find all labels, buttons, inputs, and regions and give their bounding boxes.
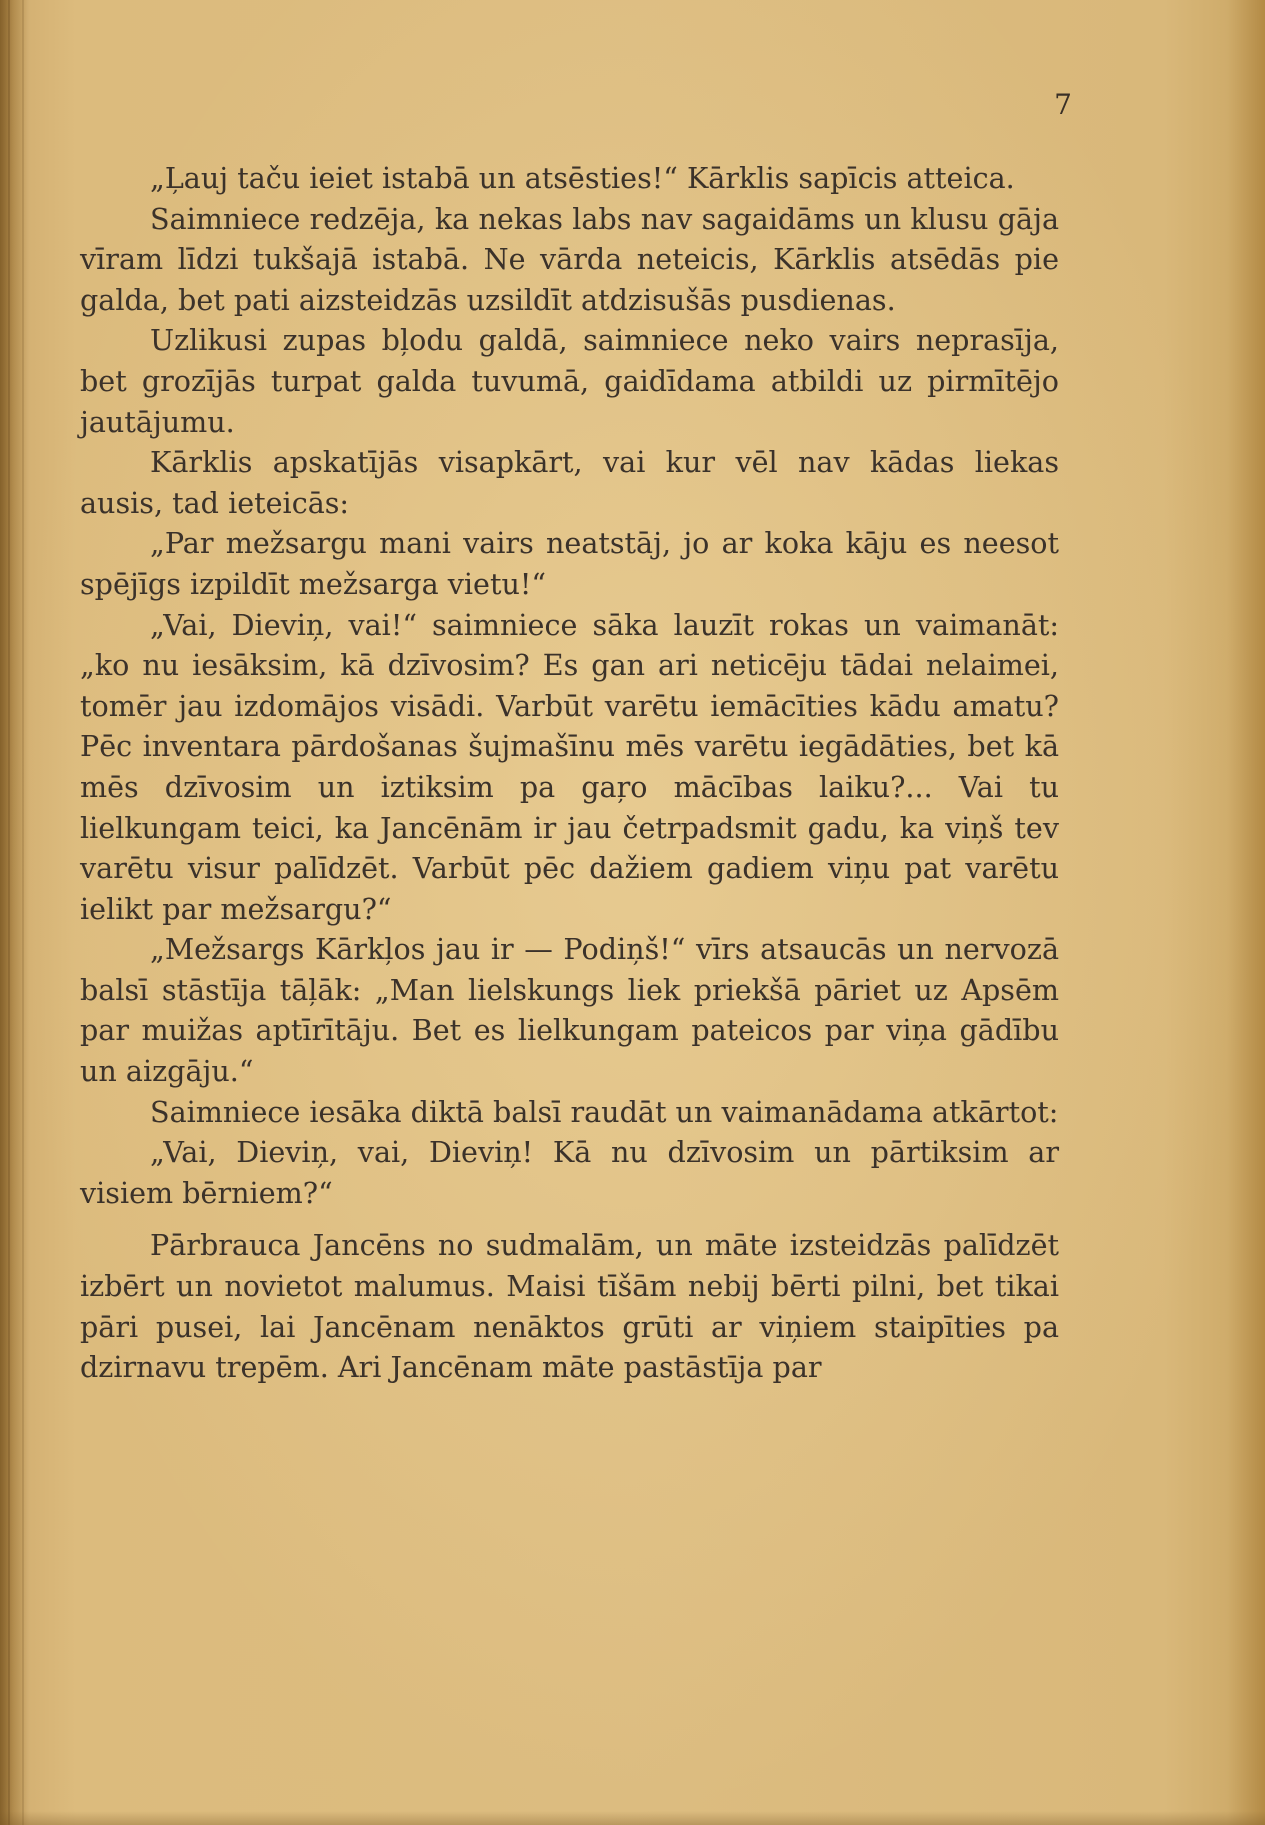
- paragraph: Saimniece redzēja, ka nekas labs nav sagaidāms un klusu gāja vīram līdzi tukšajā istabā. Ne vārda neteicis, Kārklis atsēdās pie galda, bet pati aizsteidzās uzsildīt atdzisušās pusdienas.: [80, 201, 1059, 317]
- paragraph: Kārklis apskatījās visapkārt, vai kur vēl nav kādas liekas ausis, tad ieteicās:: [80, 445, 1059, 520]
- page-edge-line: [8, 0, 10, 1825]
- paragraph: Saimniece iesāka diktā balsī raudāt un vaimanādama atkārtot:: [150, 1094, 1059, 1129]
- body-text: [80, 158, 1059, 1388]
- paragraph: Uzlikusi zupas bļodu galdā, saimniece neko vairs neprasīja, bet grozījās turpat galda tuvumā, gaidīdama atbildi uz pirmītējo jautājumu.: [80, 323, 1059, 439]
- page-edge-line: [22, 0, 24, 1825]
- paragraph: Pārbrauca Jancēns no sudmalām, un māte izsteidzās palīdzēt izbērt un novietot malumus. Maisi tīšām nebij bērti pilni, bet tikai pāri pusei, lai Jancēnam nenāktos grūti ar viņiem staipīties pa dzirnavu trepēm. Ari Jancēnam māte pastāstīja par: [80, 1228, 1059, 1385]
- paragraph: „Ļauj taču ieiet istabā un atsēsties!“ Kārklis sapīcis atteica.: [150, 161, 1015, 195]
- paragraph: „Vai, Dieviņ, vai, Dieviņ! Kā nu dzīvosim un pārtiksim ar visiem bērniem?“: [80, 1135, 1059, 1210]
- paragraph: „Par mežsargu mani vairs neatstāj, jo ar koka kāju es neesot spējīgs izpildīt mežsarga vietu!“: [80, 526, 1059, 601]
- page-number: 7: [1054, 88, 1072, 121]
- binding-shadow: [0, 0, 30, 1825]
- paragraph: „Vai, Dieviņ, vai!“ saimniece sāka lauzīt rokas un vaimanāt: „ko nu iesāksim, kā dzīvosim? Es gan ari neticēju tādai nelaimei, tomēr jau izdomājos visādi. Varbūt varētu iemācīties kādu amatu? Pēc inventara pārdošanas šujmašīnu mēs varētu iegādāties, bet kā mēs dzīvosim un iztiksim pa gaŗo mācības laiku?... Vai tu lielkungam teici, ka Jancēnām ir jau četrpadsmit gadu, ka viņš tev varētu visur palīdzēt. Varbūt pēc dažiem gadiem viņu pat varētu ielikt par mežsargu?“: [80, 607, 1059, 926]
- paragraph: „Mežsargs Kārkļos jau ir — Podiņš!“ vīrs atsaucās un nervozā balsī stāstīja tāļāk: „Man lielskungs liek priekšā pāriet uz Apsēm par muižas aptīrītāju. Bet es lielkungam pateicos par viņa gādību un aizgāju.“: [80, 932, 1059, 1089]
- bottom-edge-shadow: [0, 1811, 1265, 1825]
